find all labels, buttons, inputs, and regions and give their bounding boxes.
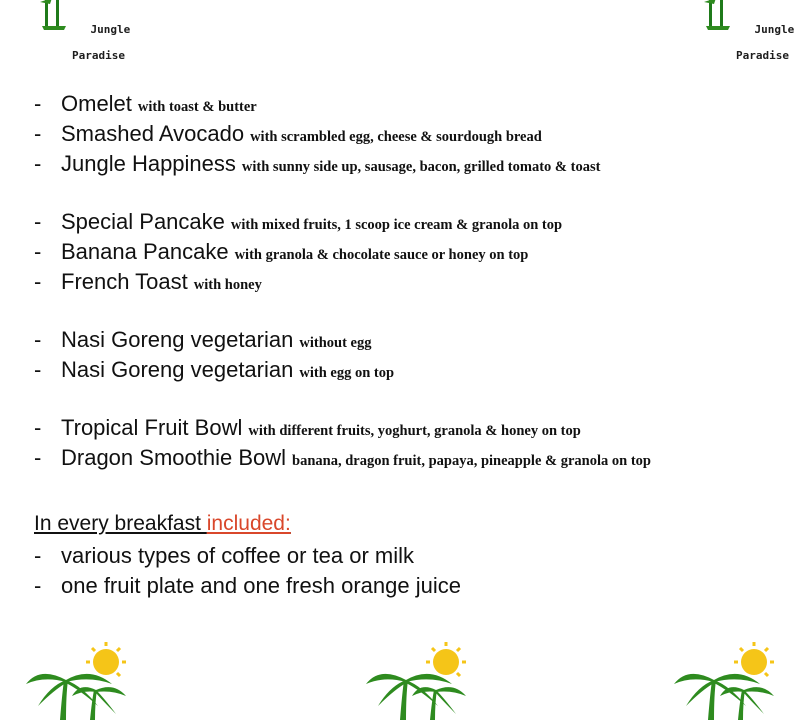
sun-icon <box>86 642 126 676</box>
sun-icon <box>426 642 466 676</box>
included-heading <box>34 512 291 536</box>
menu-item-name: Dragon Smoothie Bowl <box>61 445 287 470</box>
logo-text-line1: Jungle <box>754 23 795 36</box>
menu-item-description: with honey <box>193 277 262 293</box>
menu-item-description: with mixed fruits, 1 scoop ice cream & granola on top <box>230 217 563 233</box>
bullet-dash: - <box>34 151 42 176</box>
palm-and-sun-icon <box>668 640 788 720</box>
included-item-text: various types of coffee or tea or milk <box>61 543 414 568</box>
palm-and-sun-icon <box>20 640 140 720</box>
logo-text-line1: Jungle <box>90 23 131 36</box>
menu-item-name: Nasi Goreng vegetarian <box>61 327 294 352</box>
bullet-dash: - <box>34 269 42 294</box>
bullet-dash: - <box>34 327 42 352</box>
bullet-dash: - <box>34 445 42 470</box>
bullet-dash: - <box>34 121 42 146</box>
sun-icon <box>734 642 774 676</box>
menu-item-name: Jungle Happiness <box>61 151 236 176</box>
menu-item-name: Smashed Avocado <box>61 121 245 146</box>
bullet-dash: - <box>34 415 42 440</box>
logo-text-line2: Paradise <box>736 49 789 62</box>
bullet-dash: - <box>34 209 42 234</box>
menu-item-name: French Toast <box>61 269 188 294</box>
menu-item-name: Nasi Goreng vegetarian <box>61 357 294 382</box>
palm-and-sun-icon <box>360 640 480 720</box>
jungle-paradise-logo-right <box>704 0 795 62</box>
logo-text-line2: Paradise <box>72 49 125 62</box>
menu-item-name: Banana Pancake <box>61 239 229 264</box>
menu-item-name: Omelet <box>61 91 132 116</box>
included-heading-main: In every breakfast <box>34 512 207 535</box>
included-item-text: one fruit plate and one fresh orange juice <box>61 573 461 598</box>
bullet-dash: - <box>34 543 42 568</box>
menu-item-description: with egg on top <box>299 365 395 381</box>
included-heading-accent: included: <box>206 512 291 535</box>
bullet-dash: - <box>34 91 42 116</box>
menu-item-description: with different fruits, yoghurt, granola & honey on top <box>248 423 581 439</box>
bullet-dash: - <box>34 573 42 598</box>
menu-item-name: Special Pancake <box>61 209 225 234</box>
jungle-paradise-logo-left <box>40 0 131 62</box>
menu-item-description: with scrambled egg, cheese & sourdough bread <box>250 129 542 145</box>
bullet-dash: - <box>34 357 42 382</box>
menu-item-description: with granola & chocolate sauce or honey on top <box>234 247 529 263</box>
menu-item-description: with sunny side up, sausage, bacon, grilled tomato & toast <box>241 159 601 175</box>
menu-item-name: Tropical Fruit Bowl <box>61 415 243 440</box>
menu-item-description: without egg <box>299 335 372 351</box>
menu-item-description: with toast & butter <box>137 99 257 115</box>
bullet-dash: - <box>34 239 42 264</box>
menu-item-description: banana, dragon fruit, papaya, pineapple & granola on top <box>292 453 651 469</box>
